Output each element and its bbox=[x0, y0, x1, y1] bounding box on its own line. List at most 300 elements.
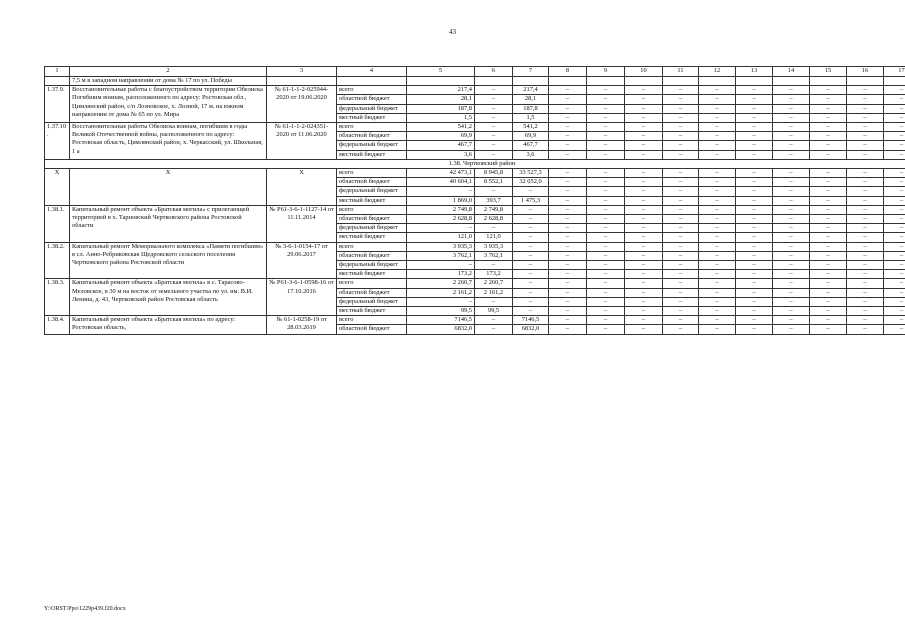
table-row bbox=[45, 123, 905, 132]
value-col7: 69,9 bbox=[513, 132, 549, 141]
page-number: 43 bbox=[449, 28, 456, 36]
empty-cell: – bbox=[699, 215, 736, 224]
empty-cell: – bbox=[884, 187, 905, 196]
value-total: 467,7 bbox=[407, 141, 475, 150]
value-total: 2 161,2 bbox=[407, 288, 475, 297]
empty-cell: – bbox=[699, 95, 736, 104]
row-number: X bbox=[45, 169, 70, 206]
empty-cell: – bbox=[663, 224, 699, 233]
object-description: Капитальный ремонт Мемориального комплекса «Памяти погибшим» в сл. Анно-Ребриковская Щедровского сельского поселения Чертковского района Ростовской области bbox=[70, 242, 267, 279]
empty-cell: – bbox=[810, 169, 847, 178]
empty-cell: – bbox=[625, 104, 663, 113]
empty-cell: – bbox=[847, 141, 884, 150]
value-col7: 33 527,3 bbox=[513, 169, 549, 178]
empty-cell: – bbox=[847, 123, 884, 132]
empty-cell: – bbox=[663, 86, 699, 95]
empty-cell: – bbox=[736, 233, 773, 242]
empty-cell: – bbox=[884, 178, 905, 187]
empty-cell: – bbox=[549, 141, 587, 150]
empty-cell: – bbox=[699, 187, 736, 196]
empty-cell: – bbox=[736, 187, 773, 196]
table-body bbox=[45, 67, 905, 335]
column-number: 1 bbox=[45, 67, 70, 77]
empty-cell: – bbox=[663, 242, 699, 251]
empty-cell: – bbox=[773, 261, 810, 270]
empty-cell: – bbox=[847, 196, 884, 205]
empty-cell: – bbox=[810, 325, 847, 334]
empty-cell: – bbox=[587, 196, 625, 205]
empty-cell: – bbox=[625, 215, 663, 224]
empty-cell: – bbox=[810, 113, 847, 122]
empty-cell: – bbox=[625, 279, 663, 288]
empty-cell: – bbox=[587, 123, 625, 132]
empty-cell: – bbox=[587, 113, 625, 122]
value-total: 2 260,7 bbox=[407, 279, 475, 288]
empty-cell: – bbox=[625, 150, 663, 159]
empty-cell: – bbox=[625, 169, 663, 178]
empty-cell: – bbox=[810, 187, 847, 196]
value-col6: – bbox=[475, 86, 513, 95]
empty-cell: – bbox=[884, 86, 905, 95]
empty-cell: – bbox=[699, 123, 736, 132]
empty-cell: – bbox=[699, 316, 736, 325]
empty-cell: – bbox=[549, 123, 587, 132]
empty-cell: – bbox=[549, 242, 587, 251]
empty-cell: – bbox=[884, 270, 905, 279]
funding-source: федеральный бюджет bbox=[337, 224, 407, 233]
row-number: 1.38.1. bbox=[45, 205, 70, 242]
value-col7: – bbox=[513, 251, 549, 260]
empty-cell: – bbox=[847, 224, 884, 233]
value-total: 1 869,0 bbox=[407, 196, 475, 205]
value-total: 217,4 bbox=[407, 86, 475, 95]
empty-cell: – bbox=[699, 113, 736, 122]
empty-cell: – bbox=[884, 141, 905, 150]
empty-cell: – bbox=[773, 132, 810, 141]
object-description: Капитальный ремонт объекта «Братская могила» с прилегающей территорией в х. Тарновский Чертковского района Ростовской области bbox=[70, 205, 267, 242]
object-description: Восстановительные работы с благоустройством территории Обелиска Погибшим воинам, расположенного по адресу: Ростовская обл., Цимлянский район, с/п Лозновское, х. Лозной, 17 м. на южном направлении от дома № 65 по ул. Мира bbox=[70, 86, 267, 123]
empty-cell: – bbox=[663, 288, 699, 297]
empty-cell: – bbox=[587, 178, 625, 187]
empty-cell: – bbox=[625, 297, 663, 306]
empty-cell: – bbox=[699, 104, 736, 113]
empty-cell: – bbox=[736, 307, 773, 316]
empty-cell: – bbox=[587, 270, 625, 279]
funding-source: всего bbox=[337, 242, 407, 251]
value-col6: – bbox=[475, 261, 513, 270]
funding-source: федеральный бюджет bbox=[337, 297, 407, 306]
value-total: – bbox=[407, 297, 475, 306]
empty-cell: – bbox=[587, 141, 625, 150]
empty-cell: – bbox=[587, 205, 625, 214]
value-total: 187,8 bbox=[407, 104, 475, 113]
value-total: 40 604,1 bbox=[407, 178, 475, 187]
empty-cell: – bbox=[625, 141, 663, 150]
empty-cell: – bbox=[549, 178, 587, 187]
row-number: 1.38.2. bbox=[45, 242, 70, 279]
empty-cell: – bbox=[587, 325, 625, 334]
empty-cell: – bbox=[736, 169, 773, 178]
funding-source: федеральный бюджет bbox=[337, 104, 407, 113]
empty-cell: – bbox=[847, 150, 884, 159]
empty-cell: – bbox=[663, 205, 699, 214]
empty-cell: – bbox=[699, 205, 736, 214]
value-col7: 28,1 bbox=[513, 95, 549, 104]
empty-cell: – bbox=[847, 242, 884, 251]
value-col6: 121,0 bbox=[475, 233, 513, 242]
empty-cell: – bbox=[699, 86, 736, 95]
empty-cell: – bbox=[625, 307, 663, 316]
permit-document: № 61-1-0258-19 от 28.03.2019 bbox=[267, 316, 337, 334]
empty-cell: – bbox=[625, 325, 663, 334]
value-col6: – bbox=[475, 297, 513, 306]
empty-cell: – bbox=[625, 132, 663, 141]
column-number-row bbox=[45, 67, 905, 77]
value-col6: – bbox=[475, 113, 513, 122]
value-col6: – bbox=[475, 224, 513, 233]
empty-cell: – bbox=[773, 215, 810, 224]
empty-cell: – bbox=[587, 307, 625, 316]
column-number: 16 bbox=[847, 67, 884, 77]
value-col6: 2 260,7 bbox=[475, 279, 513, 288]
empty-cell: – bbox=[699, 132, 736, 141]
empty-cell: – bbox=[663, 141, 699, 150]
value-col7: – bbox=[513, 233, 549, 242]
column-number: 17 bbox=[884, 67, 905, 77]
funding-source: местный бюджет bbox=[337, 196, 407, 205]
empty-cell: – bbox=[773, 123, 810, 132]
empty-cell: – bbox=[736, 150, 773, 159]
empty-cell: – bbox=[736, 297, 773, 306]
value-total: – bbox=[407, 187, 475, 196]
empty-cell: – bbox=[663, 307, 699, 316]
value-total: 99,5 bbox=[407, 307, 475, 316]
empty-cell: – bbox=[736, 215, 773, 224]
table-row bbox=[45, 279, 905, 288]
empty-cell: – bbox=[773, 233, 810, 242]
permit-document: № 61-1-1-2-024351-2020 от 11.06.2020 bbox=[267, 123, 337, 160]
value-col7: 1,5 bbox=[513, 113, 549, 122]
empty-cell: – bbox=[549, 196, 587, 205]
empty-cell: – bbox=[810, 95, 847, 104]
funding-source: местный бюджет bbox=[337, 307, 407, 316]
empty-cell: – bbox=[663, 279, 699, 288]
empty-cell: – bbox=[773, 242, 810, 251]
column-number: 11 bbox=[663, 67, 699, 77]
value-col7: 6832,0 bbox=[513, 325, 549, 334]
empty-cell: – bbox=[663, 215, 699, 224]
column-number: 15 bbox=[810, 67, 847, 77]
funding-source: областной бюджет bbox=[337, 325, 407, 334]
empty-cell: – bbox=[663, 316, 699, 325]
value-col6: 2 749,8 bbox=[475, 205, 513, 214]
value-col6: – bbox=[475, 104, 513, 113]
section-title: 1.38. Чертковский район bbox=[45, 159, 905, 168]
empty-cell: – bbox=[810, 261, 847, 270]
empty-cell: – bbox=[699, 169, 736, 178]
empty-cell: – bbox=[810, 104, 847, 113]
empty-cell: – bbox=[847, 132, 884, 141]
empty-cell: – bbox=[847, 297, 884, 306]
value-col6: 8 945,8 bbox=[475, 169, 513, 178]
value-total: 3 935,3 bbox=[407, 242, 475, 251]
empty-cell: – bbox=[587, 95, 625, 104]
empty-cell: – bbox=[549, 233, 587, 242]
empty-cell: – bbox=[810, 288, 847, 297]
empty-cell: – bbox=[847, 205, 884, 214]
empty-cell: – bbox=[699, 242, 736, 251]
empty-cell: – bbox=[625, 178, 663, 187]
value-col7: 32 052,0 bbox=[513, 178, 549, 187]
empty-cell: – bbox=[699, 297, 736, 306]
empty-cell: – bbox=[549, 205, 587, 214]
empty-cell: – bbox=[663, 325, 699, 334]
empty-cell: – bbox=[773, 307, 810, 316]
column-number: 12 bbox=[699, 67, 736, 77]
value-col6: – bbox=[475, 316, 513, 325]
empty-cell: – bbox=[773, 270, 810, 279]
empty-cell: – bbox=[587, 224, 625, 233]
value-total: 7146,5 bbox=[407, 316, 475, 325]
funding-source: всего bbox=[337, 205, 407, 214]
empty-cell: – bbox=[587, 251, 625, 260]
empty-cell: – bbox=[810, 297, 847, 306]
value-col6: 2 628,8 bbox=[475, 215, 513, 224]
value-total: – bbox=[407, 224, 475, 233]
empty-cell: – bbox=[625, 251, 663, 260]
empty-cell: – bbox=[773, 178, 810, 187]
value-col6: 3 935,3 bbox=[475, 242, 513, 251]
value-col7: – bbox=[513, 270, 549, 279]
empty-cell: – bbox=[699, 178, 736, 187]
empty-cell: – bbox=[847, 233, 884, 242]
empty-cell: – bbox=[810, 233, 847, 242]
empty-cell: – bbox=[773, 150, 810, 159]
empty-cell: – bbox=[773, 288, 810, 297]
empty-cell: – bbox=[847, 251, 884, 260]
column-number: 7 bbox=[513, 67, 549, 77]
empty-cell: – bbox=[699, 224, 736, 233]
empty-cell: – bbox=[884, 316, 905, 325]
empty-cell: – bbox=[736, 224, 773, 233]
empty-cell: – bbox=[549, 224, 587, 233]
empty-cell: – bbox=[663, 169, 699, 178]
empty-cell: – bbox=[663, 261, 699, 270]
empty-cell: – bbox=[549, 113, 587, 122]
empty-cell: – bbox=[663, 187, 699, 196]
funding-source: областной бюджет bbox=[337, 288, 407, 297]
funding-source: местный бюджет bbox=[337, 270, 407, 279]
funding-source: областной бюджет bbox=[337, 178, 407, 187]
empty-cell: – bbox=[736, 261, 773, 270]
funding-source: областной бюджет bbox=[337, 215, 407, 224]
funding-source: федеральный бюджет bbox=[337, 261, 407, 270]
empty-cell: – bbox=[549, 132, 587, 141]
table-row bbox=[45, 242, 905, 251]
empty-cell: – bbox=[884, 233, 905, 242]
funding-source: всего bbox=[337, 169, 407, 178]
empty-cell: – bbox=[663, 113, 699, 122]
empty-cell: – bbox=[587, 86, 625, 95]
table-row bbox=[45, 169, 905, 178]
empty-cell: – bbox=[625, 95, 663, 104]
budget-table bbox=[44, 66, 905, 335]
empty-cell: – bbox=[587, 169, 625, 178]
empty-cell: – bbox=[663, 104, 699, 113]
empty-cell: – bbox=[625, 224, 663, 233]
empty-cell: – bbox=[884, 113, 905, 122]
value-col6: 99,5 bbox=[475, 307, 513, 316]
funding-source: местный бюджет bbox=[337, 113, 407, 122]
empty-cell: – bbox=[663, 251, 699, 260]
value-col6: 2 161,2 bbox=[475, 288, 513, 297]
empty-cell: – bbox=[884, 224, 905, 233]
empty-cell: – bbox=[663, 297, 699, 306]
empty-cell: – bbox=[587, 316, 625, 325]
empty-cell: – bbox=[736, 86, 773, 95]
funding-source: местный бюджет bbox=[337, 233, 407, 242]
value-col6: – bbox=[475, 132, 513, 141]
empty-cell: – bbox=[773, 297, 810, 306]
empty-cell: – bbox=[663, 270, 699, 279]
empty-cell: – bbox=[549, 279, 587, 288]
empty-cell: – bbox=[773, 316, 810, 325]
funding-source: всего bbox=[337, 123, 407, 132]
empty-cell: – bbox=[736, 178, 773, 187]
value-col6: – bbox=[475, 141, 513, 150]
permit-document: № Р61-3-6-1-1127-14 от 11.11.2014 bbox=[267, 205, 337, 242]
empty-cell: – bbox=[736, 141, 773, 150]
empty-cell: – bbox=[884, 261, 905, 270]
table-row bbox=[45, 86, 905, 95]
empty-cell: – bbox=[847, 261, 884, 270]
empty-cell: – bbox=[736, 242, 773, 251]
empty-cell: – bbox=[810, 215, 847, 224]
empty-cell: – bbox=[625, 288, 663, 297]
empty-cell: – bbox=[549, 288, 587, 297]
empty-cell: – bbox=[549, 270, 587, 279]
empty-cell: – bbox=[663, 233, 699, 242]
empty-cell: – bbox=[549, 316, 587, 325]
empty-cell: – bbox=[810, 132, 847, 141]
empty-cell: – bbox=[549, 86, 587, 95]
empty-cell: – bbox=[847, 95, 884, 104]
object-description: Восстановительные работы Обелиска воинам, погибшим в годы Великой Отечественной войны, расположенного по адресу: Ростовская область, Цимлянский район, х. Черкасский, ул. Школьная, 1 а bbox=[70, 123, 267, 160]
empty-cell: – bbox=[736, 325, 773, 334]
empty-cell: – bbox=[847, 215, 884, 224]
column-number: 13 bbox=[736, 67, 773, 77]
empty-cell: – bbox=[847, 178, 884, 187]
empty-cell: – bbox=[810, 251, 847, 260]
column-number: 2 bbox=[70, 67, 267, 77]
table-row bbox=[45, 316, 905, 325]
empty-cell: – bbox=[699, 270, 736, 279]
empty-cell: – bbox=[773, 205, 810, 214]
empty-cell: – bbox=[884, 104, 905, 113]
value-col7: – bbox=[513, 279, 549, 288]
value-col7: 3,6 bbox=[513, 150, 549, 159]
empty-cell: – bbox=[847, 316, 884, 325]
value-total: 28,1 bbox=[407, 95, 475, 104]
table-row bbox=[45, 205, 905, 214]
empty-cell: – bbox=[625, 123, 663, 132]
empty-cell: – bbox=[587, 187, 625, 196]
empty-cell: – bbox=[810, 178, 847, 187]
empty-cell: – bbox=[663, 132, 699, 141]
empty-cell: – bbox=[663, 123, 699, 132]
value-col7: – bbox=[513, 187, 549, 196]
value-col6: 8 552,1 bbox=[475, 178, 513, 187]
empty-cell: – bbox=[810, 307, 847, 316]
empty-cell: – bbox=[773, 169, 810, 178]
empty-cell: – bbox=[884, 95, 905, 104]
row-number: 1.37.9. bbox=[45, 86, 70, 123]
empty-cell: – bbox=[810, 270, 847, 279]
value-col6: – bbox=[475, 325, 513, 334]
column-number: 8 bbox=[549, 67, 587, 77]
empty-cell: – bbox=[587, 297, 625, 306]
permit-document: № 3-6-1-0154-17 от 29.06.2017 bbox=[267, 242, 337, 279]
empty-cell: – bbox=[847, 325, 884, 334]
empty-cell: – bbox=[625, 187, 663, 196]
value-col7: 541,2 bbox=[513, 123, 549, 132]
empty-cell: – bbox=[884, 242, 905, 251]
empty-cell: – bbox=[810, 150, 847, 159]
empty-cell: – bbox=[847, 104, 884, 113]
value-col6: 3 762,1 bbox=[475, 251, 513, 260]
funding-source: всего bbox=[337, 86, 407, 95]
value-total: 2 628,8 bbox=[407, 215, 475, 224]
empty-cell: – bbox=[587, 261, 625, 270]
permit-document: № Р61-3-6-1-0598-16 от 17.10.2016 bbox=[267, 279, 337, 316]
row-number: 1.38.3. bbox=[45, 279, 70, 316]
funding-source: местный бюджет bbox=[337, 150, 407, 159]
empty-cell: – bbox=[884, 123, 905, 132]
empty-cell: – bbox=[625, 261, 663, 270]
empty-cell: – bbox=[699, 251, 736, 260]
empty-cell: – bbox=[773, 187, 810, 196]
empty-cell: – bbox=[810, 316, 847, 325]
empty-cell: – bbox=[884, 215, 905, 224]
empty-cell: – bbox=[549, 150, 587, 159]
empty-cell: – bbox=[773, 196, 810, 205]
empty-cell: – bbox=[810, 205, 847, 214]
empty-cell: – bbox=[549, 325, 587, 334]
empty-cell: – bbox=[663, 150, 699, 159]
value-total: 6832,0 bbox=[407, 325, 475, 334]
empty-cell: – bbox=[549, 215, 587, 224]
empty-cell: – bbox=[625, 196, 663, 205]
value-total: 2 749,8 bbox=[407, 205, 475, 214]
funding-source: всего bbox=[337, 279, 407, 288]
empty-cell: – bbox=[884, 205, 905, 214]
empty-cell: – bbox=[847, 86, 884, 95]
value-col7: – bbox=[513, 288, 549, 297]
object-description: X bbox=[70, 169, 267, 206]
empty-cell: – bbox=[847, 279, 884, 288]
column-number: 5 bbox=[407, 67, 475, 77]
value-col7: – bbox=[513, 261, 549, 270]
empty-cell: – bbox=[699, 141, 736, 150]
column-number: 10 bbox=[625, 67, 663, 77]
value-col6: – bbox=[475, 150, 513, 159]
empty-cell: – bbox=[699, 279, 736, 288]
value-col7: 7146,5 bbox=[513, 316, 549, 325]
value-col7: – bbox=[513, 205, 549, 214]
empty-cell: – bbox=[810, 196, 847, 205]
empty-cell: – bbox=[699, 261, 736, 270]
empty-cell: – bbox=[549, 297, 587, 306]
